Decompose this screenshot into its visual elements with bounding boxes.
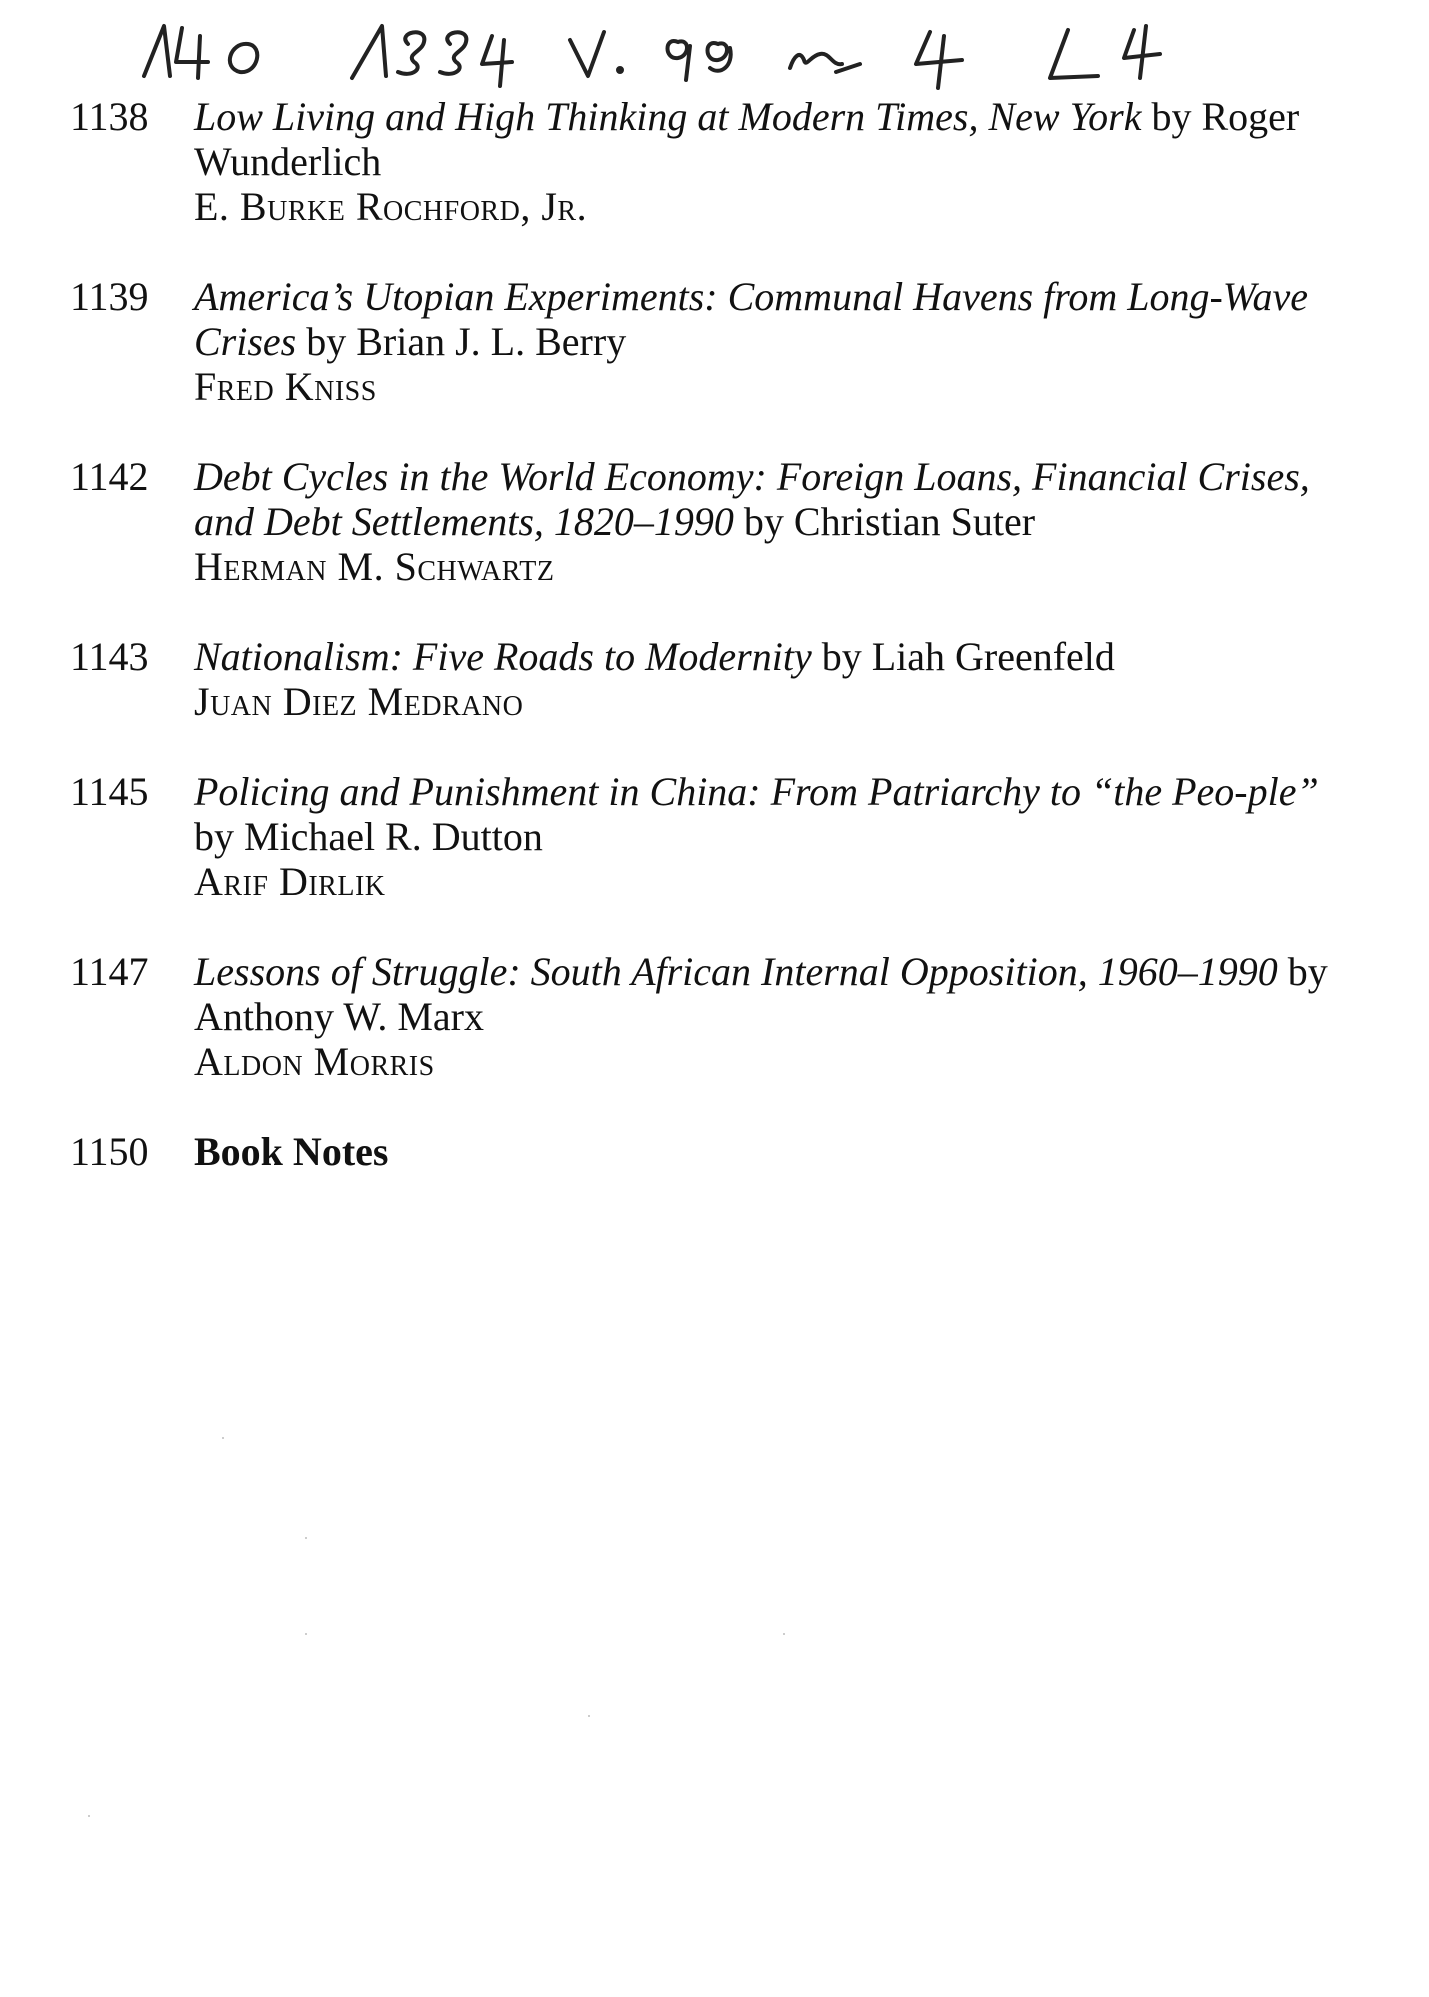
scan-speck — [222, 1437, 224, 1439]
book-title: Debt Cycles in the World Economy: Foreign Loans, Financial Crises, and Debt Settlements, 1820–1990 — [194, 454, 1310, 544]
book-title: Nationalism: Five Roads to Modernity — [194, 634, 812, 679]
reviewer-name: Arif Dirlik — [194, 859, 386, 904]
reviewer-name: Herman M. Schwartz — [194, 544, 555, 589]
book-author: Liah Greenfeld — [871, 634, 1115, 679]
list-item — [70, 94, 1360, 229]
scan-speck — [588, 1715, 590, 1717]
book-author: Christian Suter — [793, 499, 1036, 544]
book-title: America’s Utopian Experiments: Communal Havens from Long-Wave Crises — [194, 274, 1308, 364]
book-author: Michael R. Dutton — [244, 814, 543, 859]
by-label: by — [1151, 94, 1192, 139]
list-item — [70, 634, 1360, 724]
entry-page-number: 1145 — [70, 769, 149, 814]
scan-speck — [305, 1633, 307, 1635]
entry-page-number: 1147 — [70, 949, 149, 994]
by-label: by — [743, 499, 784, 544]
book-title: Policing and Punishment in China: From Patriarchy to “the Peo-ple” — [194, 769, 1319, 814]
section-heading: Book Notes — [194, 1129, 389, 1174]
entry-page-number: 1139 — [70, 274, 149, 319]
scan-speck — [783, 1633, 785, 1635]
handwritten-annotation — [130, 6, 1370, 98]
book-author: Brian J. L. Berry — [356, 319, 627, 364]
list-item — [70, 949, 1360, 1084]
scan-speck — [88, 1815, 90, 1817]
list-item — [70, 274, 1360, 409]
entry-page-number: 1150 — [70, 1129, 149, 1174]
entry-page-number: 1138 — [70, 94, 149, 139]
book-author: Anthony W. Marx — [194, 994, 484, 1039]
list-item — [70, 454, 1360, 589]
book-author: Roger Wunderlich — [194, 94, 1300, 184]
entry-page-number: 1142 — [70, 454, 149, 499]
reviewer-name: Fred Kniss — [194, 364, 377, 409]
by-label: by — [821, 634, 862, 679]
reviewer-name: Aldon Morris — [194, 1039, 435, 1084]
scan-speck — [305, 1537, 307, 1539]
contents-list — [70, 94, 1360, 1174]
reviewer-name: Juan Diez Medrano — [194, 679, 524, 724]
by-label: by — [1287, 949, 1328, 994]
book-title: Lessons of Struggle: South African Internal Opposition, 1960–1990 — [194, 949, 1278, 994]
entry-page-number: 1143 — [70, 634, 149, 679]
book-notes-entry — [70, 1129, 1360, 1174]
list-item — [70, 769, 1360, 904]
book-title: Low Living and High Thinking at Modern Times, New York — [194, 94, 1142, 139]
by-label: by — [194, 814, 234, 859]
reviewer-name: E. Burke Rochford, Jr. — [194, 184, 588, 229]
by-label: by — [306, 319, 347, 364]
